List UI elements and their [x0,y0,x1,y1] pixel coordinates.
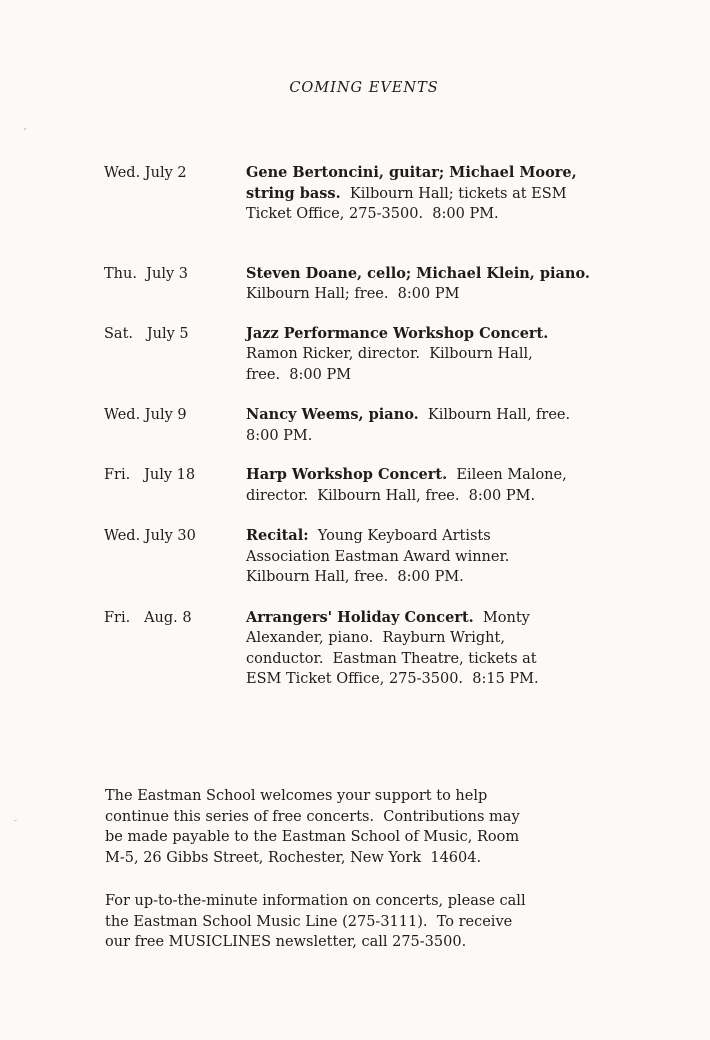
event-line [246,365,624,386]
event-title: Gene Bertoncini, guitar; Michael Moore, [246,164,577,181]
support-paragraph [105,786,625,868]
event-detail: Kilbourn Hall, free. [418,407,571,423]
info-paragraph [105,891,625,953]
event-item [104,405,624,446]
events-list [104,163,624,690]
event-item [104,526,624,588]
event-line [246,669,624,690]
event-detail: Eileen Malone, [447,467,567,483]
event-title: Steven Doane, cello; Michael Klein, piano. [246,264,590,282]
event-line [246,264,624,285]
event-detail: 8:00 PM. [246,427,313,444]
event-line [246,649,624,670]
event-detail: Alexander, piano. Rayburn Wright, [246,630,505,646]
event-title: Harp Workshop Concert. [246,466,448,483]
event-description [246,324,624,386]
event-item [104,324,624,386]
event-description [246,163,624,225]
event-line [246,405,624,426]
event-title: string bass. [246,184,341,202]
paper-speck [24,128,26,130]
event-line [246,163,624,184]
event-date: Fri. Aug. 8 [104,609,192,626]
event-line [246,526,624,547]
event-line [246,547,624,568]
event-line [246,284,624,305]
paragraph-line: For up-to-the-minute information on concerts, please call [105,893,526,909]
event-detail: Young Keyboard Artists [308,528,491,544]
event-line [246,608,624,629]
event-item [104,163,624,225]
event-detail: Ramon Ricker, director. Kilbourn Hall, [246,346,533,362]
event-date: Wed. July 9 [104,407,187,423]
page-title: COMING EVENTS [289,80,439,96]
event-title: Recital: [246,527,309,544]
event-detail: Association Eastman Award winner. [246,548,510,565]
paper-speck [14,820,17,821]
event-detail: ESM Ticket Office, 275-3500. 8:15 PM. [246,671,539,687]
event-detail: free. 8:00 PM [246,366,352,383]
event-description [246,405,624,446]
event-detail: conductor. Eastman Theatre, tickets at [246,650,537,667]
event-title: Jazz Performance Workshop Concert. [246,324,549,342]
event-item [104,465,624,506]
event-description [246,465,624,506]
event-description [246,608,624,690]
event-line [246,204,624,225]
paragraph-line: be made payable to the Eastman School of Music, Room [105,829,520,845]
event-date: Fri. July 18 [104,467,196,483]
event-item [104,264,624,305]
event-date: Wed. July 2 [104,165,187,181]
event-date: Wed. July 30 [104,528,196,544]
event-line [246,567,624,588]
event-title: Nancy Weems, piano. [246,406,419,423]
paragraph-line: continue this series of free concerts. Contributions may [105,808,520,825]
event-line [246,628,624,649]
event-date: Thu. July 3 [104,265,188,282]
event-line [246,184,624,205]
event-line [246,426,624,447]
event-title: Arrangers' Holiday Concert. [246,608,474,626]
event-detail: Ticket Office, 275-3500. 8:00 PM. [246,206,499,222]
event-detail: Kilbourn Hall; tickets at ESM [340,185,567,202]
paragraph-line: M-5, 26 Gibbs Street, Rochester, New York 14604. [105,849,482,866]
event-item [104,608,624,690]
event-line [246,344,624,365]
event-detail: Kilbourn Hall, free. 8:00 PM. [246,569,464,585]
event-description [246,526,624,588]
event-line [246,465,624,486]
event-detail: Monty [473,609,530,626]
event-detail: director. Kilbourn Hall, free. 8:00 PM. [246,487,536,504]
event-description [246,264,624,305]
event-line [246,324,624,345]
event-line [246,486,624,507]
paragraph-line: the Eastman School Music Line (275-3111). To receive [105,913,513,930]
paragraph-line: The Eastman School welcomes your support to help [105,788,488,804]
event-date: Sat. July 5 [104,325,189,342]
paragraph-line: our free MUSICLINES newsletter, call 275-3500. [105,934,467,950]
event-detail: Kilbourn Hall; free. 8:00 PM [246,286,460,302]
